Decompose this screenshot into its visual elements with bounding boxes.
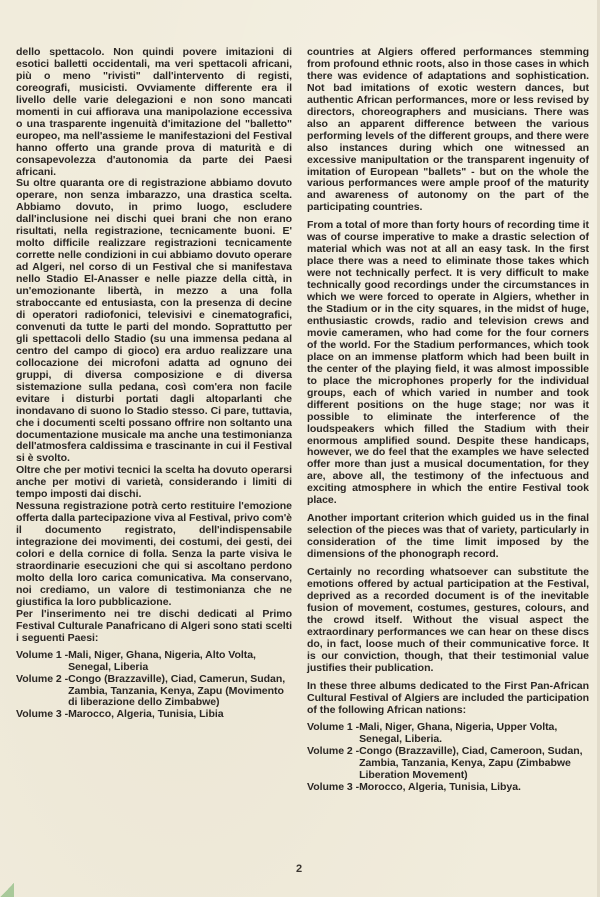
volume-label: Volume 1 - xyxy=(16,648,69,661)
corner-accent xyxy=(0,883,14,897)
volume-item xyxy=(307,746,589,782)
volume-countries: Congo (Brazzaville), Ciad, Cameroon, Sudan, Zambia, Tanzania, Kenya, Zapu (Zimbabwe Liberation Movement) xyxy=(359,745,583,782)
paragraph: Oltre che per motivi tecnici la scelta ha dovuto operarsi anche per motivi di varietà, considerando i limiti di tempo imposti dai dischi. xyxy=(16,464,292,501)
english-text-column xyxy=(307,47,589,794)
volume-list xyxy=(307,722,589,794)
volume-label: Volume 1 - xyxy=(307,721,360,734)
volume-item xyxy=(307,722,589,746)
volume-countries: Congo (Brazzaville), Ciad, Camerun, Sudan, Zambia, Tanzania, Kenya, Zapu (Movimento di liberazione dello Zimbabwe) xyxy=(68,672,286,709)
paragraph: In these three albums dedicated to the First Pan-African Cultural Festival of Algiers are included the participation of the following African nations: xyxy=(307,679,589,716)
paragraph: Nessuna registrazione potrà certo restituire l'emozione offerta dalla partecipazione viva al Festival, privo com'è il documento registrato, dell'indispensabile integrazione dei movimenti, dei costumi, dei gesti, dei colori e della cornice di folla. Senza la parte visiva le straordinarie esecuzioni che qui si ascoltano perdono molto della loro carica comunicativa. Ma conservano, noi crediamo, un valore di testimonianza che ne giustifica la loro pubblicazione. xyxy=(16,500,292,608)
volume-item xyxy=(16,674,292,710)
paragraph: countries at Algiers offered performances stemming from profound ethnic roots, also in those cases in which there was evidence of adaptations and sophistication. Not bad imitations of exotic western dances, but authentic African performances, more or less revised by directors, choreographers and musicians. There was also an apparent difference between the various performing levels of the different groups, and there were also instances during which one witnessed an excessive manipultation or the transparent ingenuity of imitation of European "ballets" - but on the whole the various performances were ample proof of the maturity and awareness of autonomy on the part of the participating countries. xyxy=(307,46,589,214)
volume-label: Volume 2 - xyxy=(16,672,69,685)
volume-countries: Marocco, Algeria, Tunisia, Libia xyxy=(68,708,224,721)
volume-label: Volume 3 - xyxy=(16,708,69,721)
paragraph: Certainly no recording whatsoever can substitute the emotions offered by actual participation at the Festival, deprived as a recorded document is of the inevitable fusion of movement, costumes, gestures, colours, and the crowd itself. Without the visual aspect the extraordinary performances we can hear on these discs do, in fact, loose much of their communicative force. It is our conviction, though, that their testimonial value justifies their publication. xyxy=(307,566,589,674)
italian-text-column xyxy=(16,47,292,721)
volume-countries: Mali, Niger, Ghana, Nigeria, Upper Volta, Senegal, Liberia. xyxy=(359,721,558,746)
volume-countries: Morocco, Algeria, Tunisia, Libya. xyxy=(359,781,521,794)
volume-item xyxy=(307,782,589,794)
volume-list xyxy=(16,650,292,722)
volume-item xyxy=(16,709,292,721)
paragraph: From a total of more than forty hours of recording time it was of course imperative to make a drastic selection of material which was not at all an easy task. In the first place there was a need to eliminate those takes which were not technically perfect. It is very difficult to make technically good recordings under the circumstances in which we were forced to operate in Algiers, whether in the Stadium or in the city squares, in the midst of huge, enthusiastic crowds, radio and television crews and movie cameramen, who had come for the four corners of the world. For the Stadium performances, which took place on an immense platform which had been built in the center of the playing field, it was almost impossible to place the microphones properly for the individual groups, each of which varied in number and took different positions on the huge stage; nor was it possible to eliminate the interference of the loudspeakers which filled the Stadium with their enormous amplified sound. Despite these handicaps, however, we do feel that the examples we have selected offer more than just a musical documentation, for they are, above all, the testimony of the infectuous and exciting atmosphere in which the entire Festival took place. xyxy=(307,219,589,507)
page-number: 2 xyxy=(296,863,303,875)
paragraph: Another important criterion which guided us in the final selection of the pieces was that of variety, particularly in consideration of the time limit imposed by the dimensions of the phonograph record. xyxy=(307,512,589,561)
paragraph: dello spettacolo. Non quindi povere imitazioni di esotici balletti occidentali, ma veri spettacoli africani, più o meno "rivisti" dall'intervento di registi, coreografi, musicisti. Ovviamente differente era il livello delle varie delegazioni e non sono mancati momenti in cui affiorava una manipolazione eccessiva o una trasparente ingenuità d'imitazione del "balletto" europeo, ma nell'assieme le manifestazioni del Festival hanno offerto una grande prova di maturità e di consapevolezza d'autonomia da parte dei Paesi africani. xyxy=(16,46,292,178)
paragraph: Per l'inserimento nei tre dischi dedicati al Primo Festival Culturale Panafricano di Algeri sono stati scelti i seguenti Paesi: xyxy=(16,607,292,644)
paragraph: Su oltre quaranta ore di registrazione abbiamo dovuto operare, non senza imbarazzo, una drastica scelta. Abbiamo dovuto, in primo luogo, escludere dall'inclusione nei dischi quei brani che non erano risultati, nella registrazione, tecnicamente buoni. E' molto difficile realizzare registrazioni tecnicamente corrette nelle condizioni in cui abbiamo dovuto operare ad Algeri, nel corso di un Festival che si manifestava nello Stadio El-Anasser e nelle piazze della città, in un'emozionante libertà, in mezzo a una folla straboccante ed entusiasta, con la presenza di decine di operatori radiofonici, televisivi e cinematografici, convenuti da tutte le parti del mondo. Soprattutto per gli spettacoli dello Stadio (su una immensa pedana al centro del campo di gioco) era arduo realizzare una collocazione dei microfoni adatta ad ognuno dei gruppi, di diversa composizione e di diversa sistemazione sulla pedana, così com'era non facile evitare i disturbi portati dagli altoparlanti che inondavano di suono lo Stadio stesso. Ci pare, tuttavia, che i documenti scelti possano offrire non soltanto una documentazione musicale ma anche una testimonianza dell'atmosfera caldissima e trascinante in cui il Festival si è svolto. xyxy=(16,177,292,465)
volume-label: Volume 3 - xyxy=(307,781,360,794)
volume-item xyxy=(16,650,292,674)
volume-label: Volume 2 - xyxy=(307,745,360,758)
volume-countries: Mali, Niger, Ghana, Nigeria, Alto Volta, Senegal, Liberia xyxy=(68,648,256,673)
